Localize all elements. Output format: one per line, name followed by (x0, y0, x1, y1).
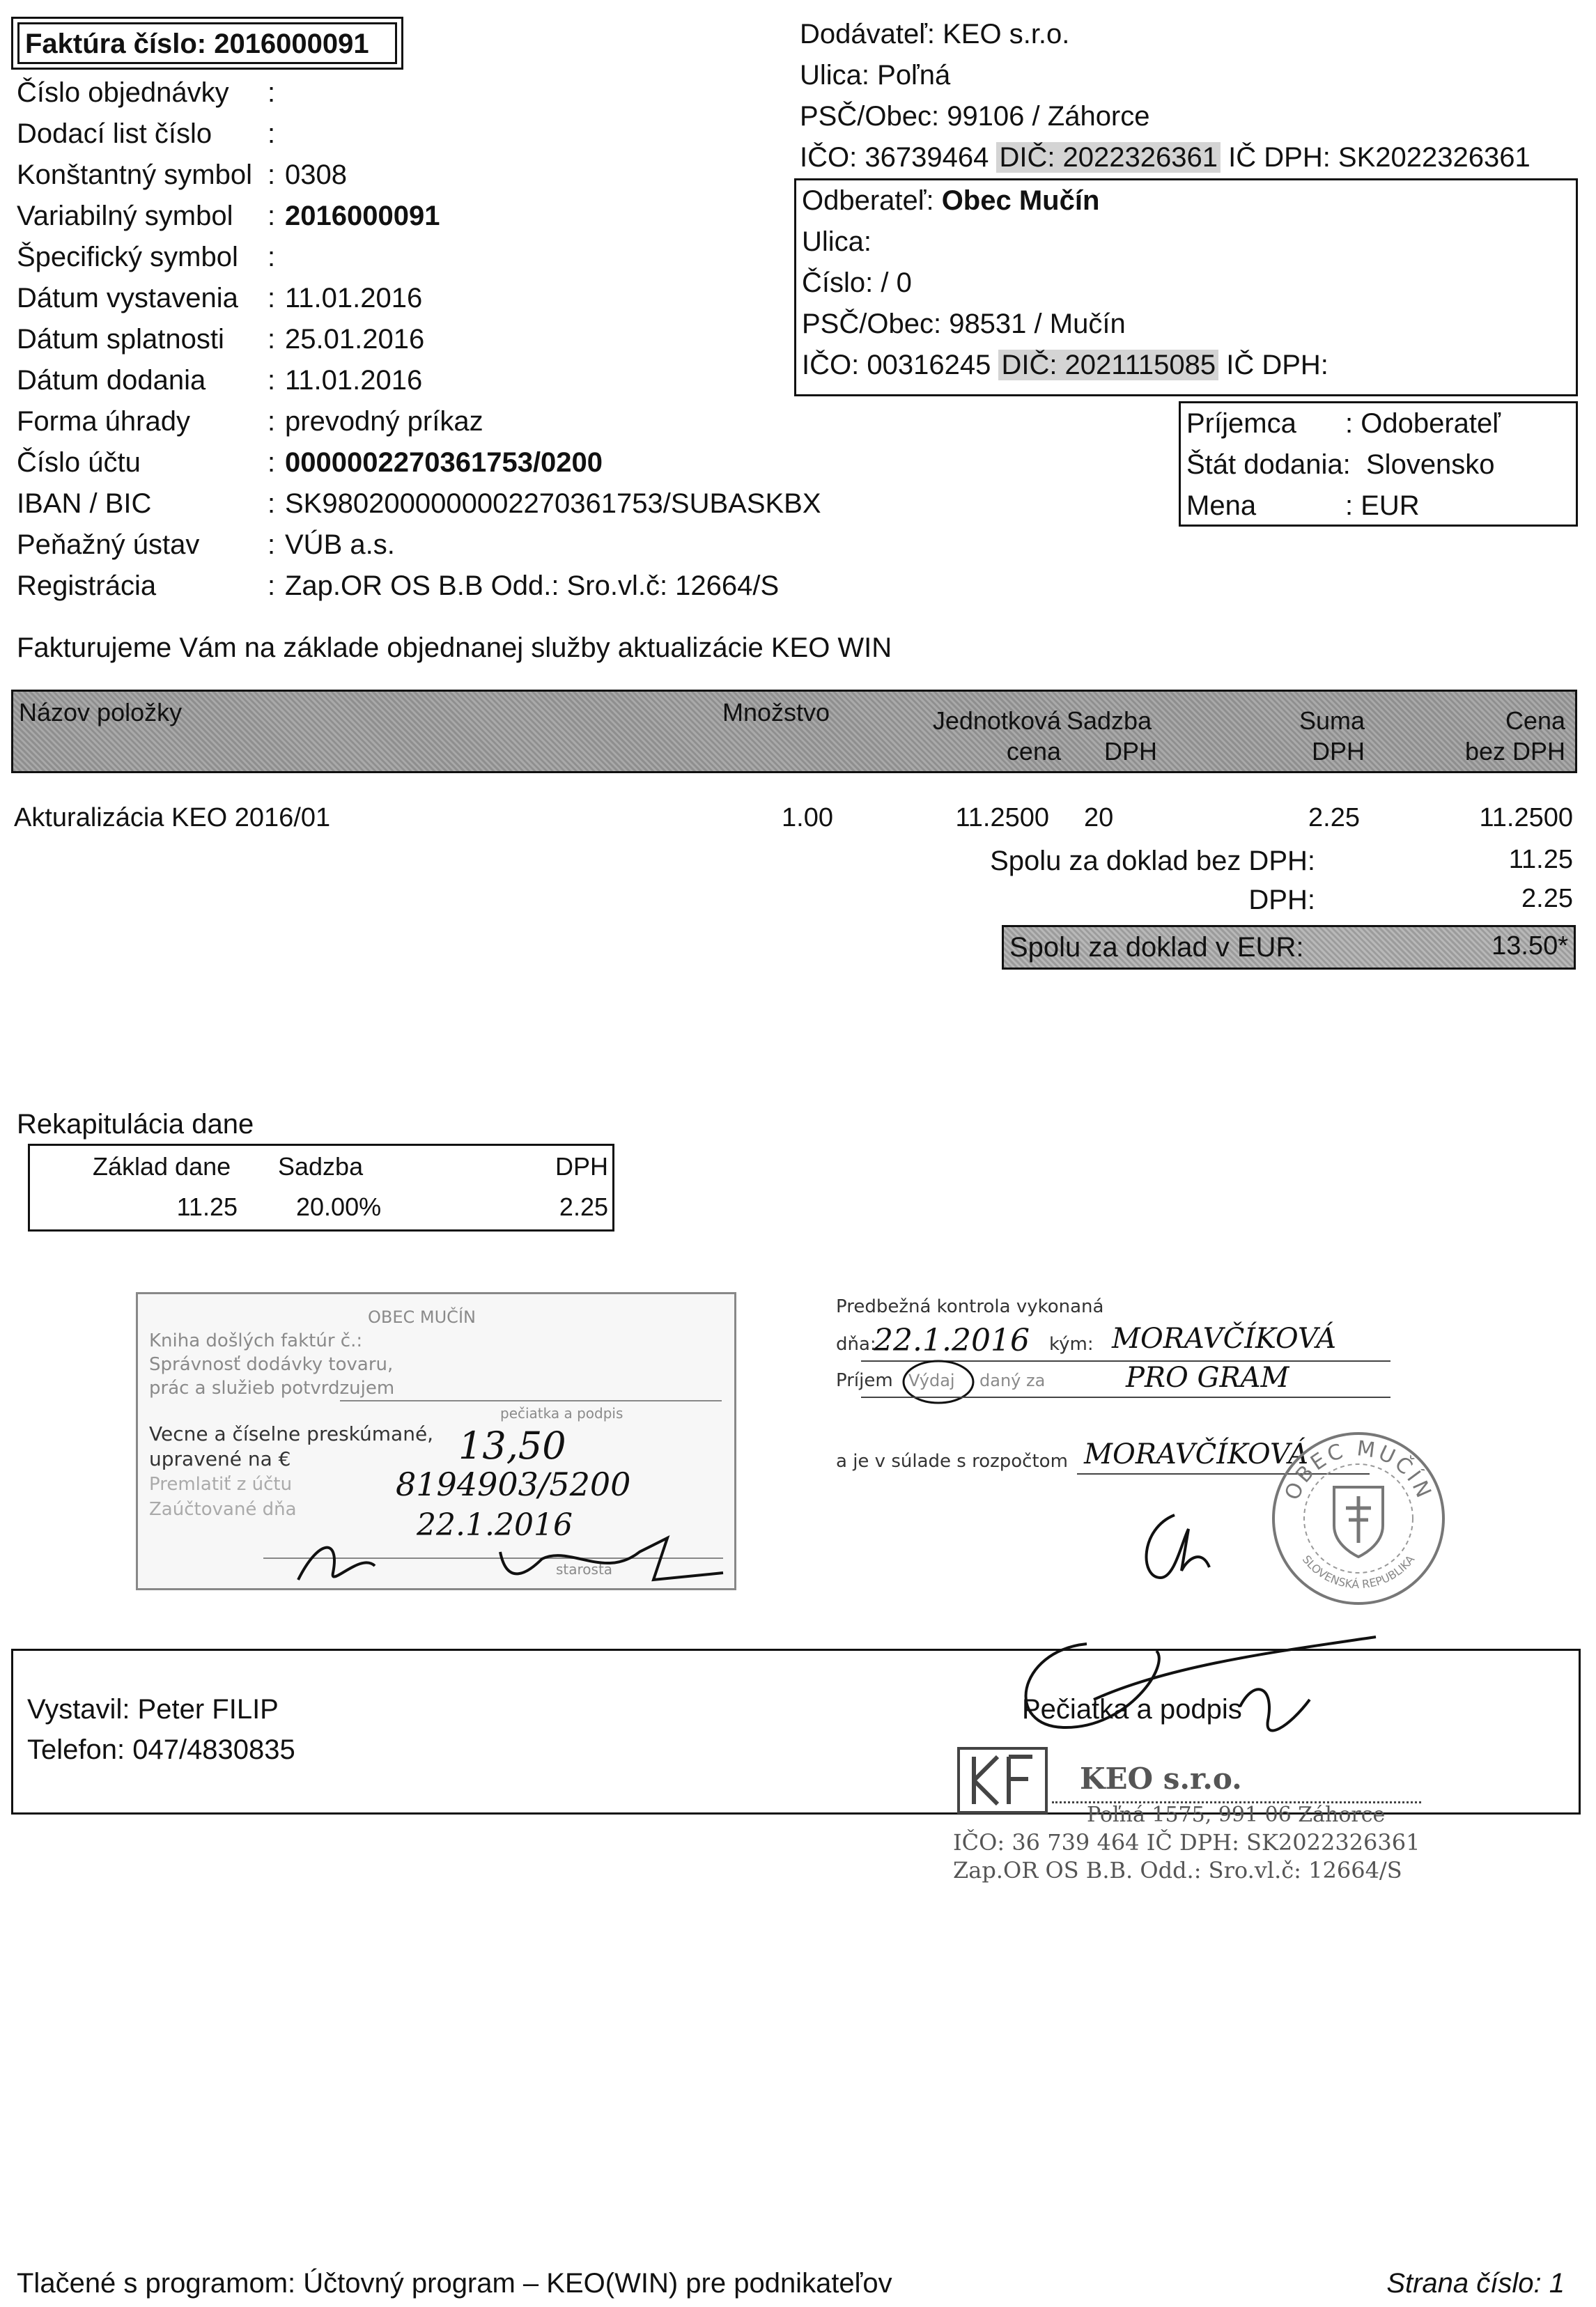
stamp-line-5: upravené na € (149, 1447, 291, 1470)
invoice-field-separator: : (268, 77, 276, 108)
hand-account: 8194903/5200 (396, 1466, 631, 1503)
company-logo (957, 1747, 1048, 1814)
page-number: Strana číslo: 1 (1386, 2268, 1565, 2299)
control-signature-stroke (1147, 1515, 1209, 1578)
control-signature (1126, 1501, 1223, 1592)
total-label: Spolu za doklad v EUR: (1009, 932, 1304, 963)
seal-text-bottom (1300, 1553, 1418, 1591)
control-dna: dňa: (836, 1334, 876, 1355)
invoice-field-value: 11.01.2016 (285, 365, 423, 396)
invoice-title-box (11, 17, 403, 70)
row-vat: 2.25 (1308, 803, 1360, 832)
invoice-field-label: Konštantný symbol (17, 160, 252, 190)
hand-date: 22.1.2016 (417, 1507, 573, 1543)
recipient-label-3: Mena (1186, 490, 1257, 521)
invoice-field-label: IBAN / BIC (17, 488, 152, 519)
invoice-field-value: 2016000091 (285, 201, 440, 231)
control-line-4: a je v súlade s rozpočtom (836, 1451, 1068, 1472)
invoice-field-value: 25.01.2016 (285, 324, 425, 355)
customer-box (794, 178, 1578, 396)
vat-value: 2.25 (1521, 884, 1573, 913)
recap-rate: 20.00% (296, 1193, 382, 1221)
invoice-field-label: Číslo účtu (17, 447, 141, 478)
th-rate-2: DPH (1103, 737, 1157, 766)
net-label: Spolu za doklad bez DPH: (990, 846, 1315, 876)
customer-ids (802, 345, 1328, 386)
recipient-label-1: Príjemca (1186, 408, 1296, 439)
stamp-sig-caption: pečiatka a podpis (500, 1405, 623, 1422)
net-value: 11.25 (1508, 845, 1573, 874)
footer-signature-loop (1026, 1644, 1159, 1727)
customer-ico: IČO: 00316245 (802, 350, 991, 380)
company-stamp-line-2: IČO: 36 739 464 IČ DPH: SK2022326361 (953, 1829, 1420, 1856)
invoice-field-value: 0308 (285, 160, 347, 190)
invoice-field-label: Registrácia (17, 570, 157, 601)
signature-scribble-left (277, 1524, 737, 1591)
municipal-seal (1268, 1428, 1449, 1609)
invoice-title-inner (17, 22, 397, 64)
recap-th-vat: DPH (555, 1152, 608, 1181)
customer-street: Ulica: (802, 226, 872, 257)
control-hand-name: MORAVČÍKOVÁ (1112, 1323, 1337, 1355)
invoice-field-label: Dodací list číslo (17, 118, 212, 149)
seal-text-top-path: OBEC MUČÍN (1280, 1436, 1437, 1504)
signature-stroke-1 (298, 1548, 375, 1580)
logo-k (974, 1757, 998, 1804)
customer-name: Obec Mučín (941, 185, 1100, 216)
th-price-2: bez DPH (1464, 737, 1565, 766)
control-prijem: Príjem (836, 1370, 893, 1391)
recipient-box (1179, 401, 1578, 527)
th-qty: Množstvo (722, 698, 830, 727)
th-vat-2: DPH (1311, 737, 1365, 766)
hand-amount: 13,50 (458, 1424, 566, 1468)
customer-label: Odberateľ: (802, 185, 934, 216)
th-vat-1: Suma (1299, 706, 1365, 735)
th-price-1: Cena (1505, 706, 1565, 735)
supplier-city: PSČ/Obec: 99106 / Záhorce (800, 101, 1150, 132)
logo-f (1009, 1757, 1032, 1804)
stamp-caption-2: starosta (556, 1561, 613, 1578)
supplier-icdph: IČ DPH: SK2022326361 (1228, 142, 1531, 173)
invoice-field-separator: : (268, 529, 276, 560)
supplier-ico: IČO: 36739464 (800, 142, 989, 173)
invoice-field-value: prevodný príkaz (285, 406, 483, 437)
items-table-header (11, 690, 1577, 773)
seal-text-top (1280, 1436, 1437, 1504)
recap-title: Rekapitulácia dane (17, 1109, 254, 1140)
invoice-field-label: Špecifický symbol (17, 242, 238, 272)
recap-vat: 2.25 (559, 1193, 608, 1221)
stamp-line-6: Premlatiť z účtu (149, 1474, 293, 1495)
company-stamp-line-3: Zap.OR OS B.B. Odd.: Sro.vl.č: 12664/S (953, 1857, 1402, 1883)
printed-by: Tlačené s programom: Účtovný program – KEO(WIN) pre podnikateľov (17, 2268, 892, 2299)
signature-stroke-2 (500, 1538, 723, 1580)
issued-by: Vystavil: Peter FILIP (27, 1694, 279, 1725)
supplier-ids (800, 137, 1531, 178)
th-unit-2: cena (1006, 737, 1061, 766)
invoice-field-separator: : (268, 324, 276, 355)
invoice-field-separator: : (268, 406, 276, 437)
th-unit-1: Jednotková (932, 706, 1061, 735)
row-rate: 20 (1084, 803, 1114, 832)
issued-phone: Telefon: 047/4830835 (27, 1734, 295, 1765)
invoice-field-value: Zap.OR OS B.B Odd.: Sro.vl.č: 12664/S (285, 570, 780, 601)
invoice-field-label: Dátum splatnosti (17, 324, 224, 355)
invoice-field-label: Peňažný ústav (17, 529, 200, 560)
row-unit-price: 11.2500 (955, 803, 1049, 832)
invoice-field-separator: : (268, 283, 276, 313)
receipt-stamp (136, 1292, 736, 1590)
footer-signature (989, 1623, 1379, 1783)
invoice-field-label: Číslo objednávky (17, 77, 229, 108)
control-rule-2 (861, 1397, 1390, 1398)
invoice-field-separator: : (268, 447, 276, 478)
invoice-field-value: 0000002270361753/0200 (285, 447, 603, 478)
recipient-value-3: : EUR (1345, 490, 1420, 521)
supplier-name: Dodávateľ: KEO s.r.o. (800, 19, 1070, 49)
row-price: 11.2500 (1479, 803, 1573, 832)
invoice-field-separator: : (268, 160, 276, 190)
invoice-field-label: Variabilný symbol (17, 201, 233, 231)
customer-icdph: IČ DPH: (1226, 350, 1328, 380)
control-circle (900, 1358, 977, 1406)
company-logo-mark (960, 1750, 1045, 1811)
invoice-field-separator: : (268, 118, 276, 149)
stamp-line-1: Kniha došlých faktúr č.: (149, 1330, 363, 1351)
invoice-field-separator: : (268, 201, 276, 231)
grand-total-box (1002, 925, 1576, 970)
invoice-field-separator: : (268, 488, 276, 519)
th-rate-1: Sadzba (1067, 706, 1152, 735)
customer-city: PSČ/Obec: 98531 / Mučín (802, 309, 1126, 339)
company-stamp-line-1: Poľná 1575, 991 06 Záhorce (1087, 1803, 1386, 1827)
control-kym: kým: (1049, 1334, 1094, 1355)
stamp-label: Pečiatka a podpis (1022, 1694, 1242, 1725)
invoice-field-value: SK9802000000002270361753/SUBASKBX (285, 488, 821, 519)
invoice-field-separator: : (268, 570, 276, 601)
control-vydaj: Výdaj (908, 1371, 955, 1390)
customer-number: Číslo: / 0 (802, 267, 912, 298)
footer-signature-tail (1240, 1689, 1310, 1730)
control-line-1: Predbežná kontrola vykonaná (836, 1296, 1104, 1317)
recap-th-base: Základ dane (93, 1152, 231, 1181)
seal-text-bottom-path: SLOVENSKÁ REPUBLIKA (1299, 1553, 1418, 1592)
recipient-value-2: Slovensko (1366, 449, 1495, 480)
stamp-header: OBEC MUČÍN (368, 1307, 476, 1327)
control-hand-date: 22.1.2016 (874, 1323, 1030, 1358)
stamp-line-4: Vecne a číselne preskúmané, (149, 1422, 434, 1445)
row-qty: 1.00 (782, 803, 833, 832)
stamp-line-7: Zaúčtované dňa (149, 1499, 297, 1520)
intro-text: Fakturujeme Vám na základe objednanej služby aktualizácie KEO WIN (17, 632, 892, 663)
invoice-field-separator: : (268, 365, 276, 396)
row-name: Akturalizácia KEO 2016/01 (14, 803, 331, 832)
recipient-label-2: Štát dodania: (1186, 449, 1351, 480)
recipient-value-1: : Odoberateľ (1345, 408, 1501, 439)
vat-label: DPH: (1248, 885, 1315, 915)
invoice-title: Faktúra číslo: 2016000091 (25, 29, 369, 59)
invoice-field-value: VÚB a.s. (285, 529, 395, 560)
supplier-street: Ulica: Poľná (800, 60, 951, 91)
control-hand-program: PRO GRAM (1126, 1362, 1289, 1394)
recap-base: 11.25 (176, 1193, 238, 1221)
customer-header (802, 180, 1099, 222)
th-name: Názov položky (19, 698, 183, 727)
invoice-field-label: Dátum dodania (17, 365, 206, 396)
total-value: 13.50* (1492, 931, 1568, 961)
customer-dic: DIČ: 2021115085 (998, 350, 1218, 380)
company-stamp-name: KEO s.r.o. (1080, 1762, 1242, 1796)
recap-box (28, 1144, 614, 1232)
invoice-field-value: 11.01.2016 (285, 283, 423, 313)
footer-signature-line (1094, 1637, 1376, 1700)
recap-th-rate: Sadzba (278, 1152, 364, 1181)
control-hand-name-2: MORAVČÍKOVÁ (1084, 1438, 1309, 1470)
control-dany: daný za (979, 1371, 1046, 1390)
invoice-field-label: Forma úhrady (17, 406, 190, 437)
seal-cross (1346, 1496, 1371, 1543)
stamp-rule-1 (340, 1400, 722, 1401)
supplier-dic: DIČ: 2022326361 (996, 142, 1221, 173)
stamp-line-3: prác a služieb potvrdzujem (149, 1378, 395, 1399)
invoice-field-label: Dátum vystavenia (17, 283, 238, 313)
stamp-line-2: Správnosť dodávky tovaru, (149, 1354, 394, 1375)
invoice-field-separator: : (268, 242, 276, 272)
